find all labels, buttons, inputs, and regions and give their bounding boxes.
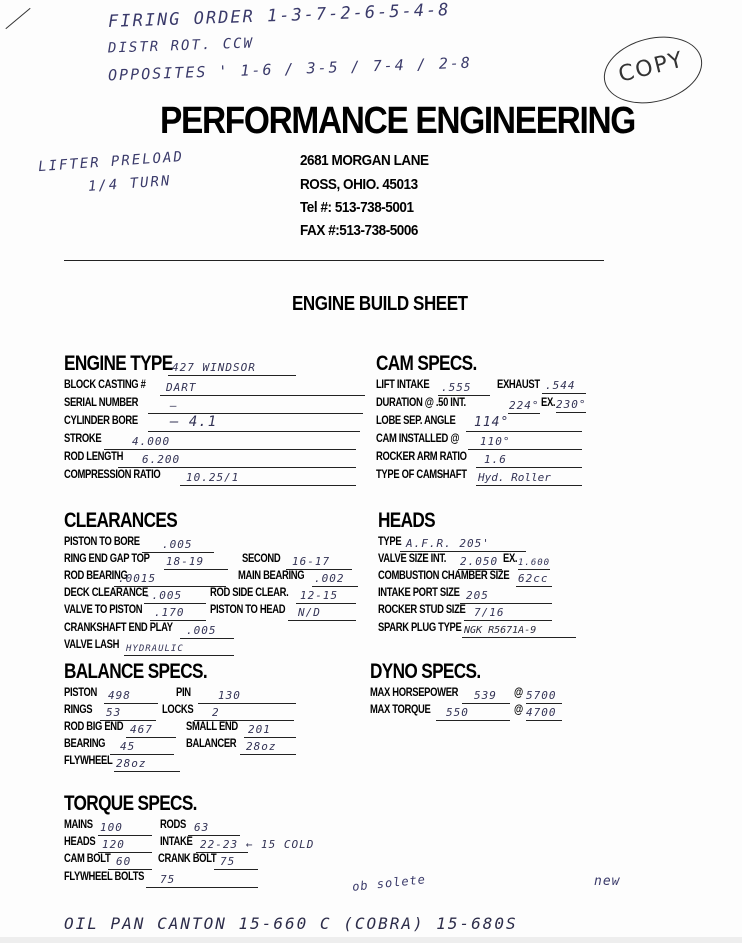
rod-big-end-value: 467 <box>130 723 153 736</box>
lifter-turn-note: 1/4 TURN <box>87 173 172 195</box>
max-torque-field <box>436 705 510 721</box>
piston-head-value: N/D <box>298 606 321 619</box>
flywheel-bolts-label: FLYWHEEL BOLTS <box>64 871 145 883</box>
intake-port-label: INTAKE PORT SIZE <box>378 587 460 599</box>
valve-ex-value: 1.600 <box>518 558 551 568</box>
piston-weight-label-row <box>64 687 104 699</box>
rod-side-field <box>296 588 356 604</box>
lifter-preload-note: LIFTER PRELOAD <box>37 148 185 176</box>
ring-gap-second-field <box>286 554 352 570</box>
cam-specs-heading: CAM SPECS. <box>376 352 477 375</box>
balancer-label-row <box>186 738 247 750</box>
exhaust-value: .544 <box>545 379 576 392</box>
cam-installed-label: CAM INSTALLED @ <box>376 433 460 445</box>
balancer-label: BALANCER <box>186 738 237 750</box>
copy-note: COPY <box>615 47 687 88</box>
intake-port-field <box>460 588 552 604</box>
camshaft-type-label: TYPE OF CAMSHAFT <box>376 469 467 481</box>
rod-bearing-label: ROD BEARING <box>64 570 128 582</box>
compression-ratio-label-row <box>64 469 182 481</box>
tq-rpm-value: 4700 <box>526 706 557 719</box>
stroke-field <box>104 434 356 450</box>
duration-ex-value: 230° <box>556 398 587 411</box>
stroke-label: STROKE <box>64 433 102 445</box>
valve-piston-value: .170 <box>154 606 185 619</box>
crank-end-label: CRANKSHAFT END PLAY <box>64 622 173 634</box>
max-hp-value: 539 <box>474 689 497 702</box>
rods-field <box>188 820 240 836</box>
crank-bolt-label: CRANK BOLT <box>158 853 217 865</box>
piston-bore-value: .005 <box>162 538 193 551</box>
exhaust-label: EXHAUST <box>497 379 540 391</box>
rod-big-end-label: ROD BIG END <box>64 721 124 733</box>
valve-lash-value: HYDRAULIC <box>126 644 184 654</box>
combustion-label: COMBUSTION CHAMBER SIZE <box>378 570 510 582</box>
crank-bolt-field <box>214 854 258 870</box>
torque-specs-heading: TORQUE SPECS. <box>64 792 197 815</box>
rods-label-row <box>160 819 192 831</box>
crank-bolt-value: 75 <box>220 855 236 868</box>
bearing-field <box>110 739 174 755</box>
lift-intake-label: LIFT INTAKE <box>376 379 430 391</box>
valve-ex-label: EX. <box>503 553 518 565</box>
heads-torque-label-row <box>64 836 102 848</box>
heads-torque-field <box>98 837 152 853</box>
ring-gap-label: RING END GAP TOP <box>64 553 150 565</box>
stroke-value: 4.000 <box>132 435 171 448</box>
spark-plug-label: SPARK PLUG TYPE <box>378 622 462 634</box>
locks-field <box>194 705 294 721</box>
lobe-sep-label: LOBE SEP. ANGLE <box>376 415 456 427</box>
intake-torque-value: 22-23 ← 15 COLD <box>200 838 315 851</box>
firing-order-note: FIRING ORDER 1-3-7-2-6-5-4-8 <box>107 0 451 32</box>
rocker-ratio-label-row <box>376 451 487 463</box>
duration-ex-label: EX. <box>541 397 556 409</box>
serial-number-label-row <box>64 397 154 409</box>
balancer-field <box>240 739 296 755</box>
duration-int-value: 224° <box>509 399 540 412</box>
hp-at-label: @ <box>514 687 523 699</box>
max-torque-value: 550 <box>446 706 469 719</box>
combustion-label-row <box>378 570 538 582</box>
rods-label: RODS <box>160 819 186 831</box>
piston-weight-label: PISTON <box>64 687 97 699</box>
valve-piston-field <box>150 605 206 621</box>
clearances-heading: CLEARANCES <box>64 509 178 532</box>
small-end-value: 201 <box>248 723 271 736</box>
company-name: PERFORMANCE ENGINEERING <box>160 100 636 142</box>
cylinder-bore-field <box>148 416 360 432</box>
compression-ratio-label: COMPRESSION RATIO <box>64 469 161 481</box>
valve-ex-field <box>518 554 550 570</box>
compression-ratio-field <box>180 470 356 486</box>
rings-label: RINGS <box>64 704 93 716</box>
lobe-sep-label-row <box>376 415 473 427</box>
rod-bearing-field <box>114 571 226 587</box>
cam-bolt-field <box>108 854 152 870</box>
rod-side-value: 12-15 <box>300 589 339 602</box>
rocker-stud-field <box>464 605 552 621</box>
main-bearing-value: .002 <box>314 572 345 585</box>
scan-bottom-edge <box>0 937 742 943</box>
stroke-label-row <box>64 433 110 445</box>
flywheel-bolts-field <box>146 872 258 888</box>
ring-gap-top-value: 18-19 <box>166 555 205 568</box>
main-bearing-label-row <box>238 570 319 582</box>
rings-value: 53 <box>106 706 122 719</box>
valve-piston-label-row <box>64 604 159 616</box>
rod-length-value: 6.200 <box>142 453 181 466</box>
engine-type-heading: ENGINE TYPE <box>64 352 173 375</box>
ring-gap-top-field <box>164 554 228 570</box>
small-end-label-row <box>186 721 249 733</box>
serial-number-label: SERIAL NUMBER <box>64 397 139 409</box>
engine-type-field <box>168 360 296 376</box>
oil-pan-note: OIL PAN CANTON 15-660 C (COBRA) 15-680S <box>64 914 518 933</box>
heads-torque-label: HEADS <box>64 836 96 848</box>
cylinder-bore-label-row <box>64 415 154 427</box>
rods-value: 63 <box>194 821 210 834</box>
cylinder-bore-label: CYLINDER BORE <box>64 415 138 427</box>
main-bearing-label: MAIN BEARING <box>238 570 305 582</box>
bearing-label: BEARING <box>64 738 106 750</box>
pin-field <box>198 688 296 704</box>
max-hp-label: MAX HORSEPOWER <box>370 687 459 699</box>
rod-length-label: ROD LENGTH <box>64 451 124 463</box>
piston-weight-value: 498 <box>108 689 131 702</box>
mains-value: 100 <box>100 821 123 834</box>
pen-mark <box>5 8 30 29</box>
intake-torque-field <box>196 837 315 853</box>
block-casting-label-row <box>64 379 163 391</box>
valve-size-label: VALVE SIZE INT. <box>378 553 447 565</box>
block-casting-value: DART <box>166 381 197 394</box>
mains-label: MAINS <box>64 819 93 831</box>
piston-bore-label: PISTON TO BORE <box>64 536 140 548</box>
block-casting-label: BLOCK CASTING # <box>64 379 146 391</box>
pin-value: 130 <box>218 689 241 702</box>
exhaust-field <box>542 378 586 394</box>
max-torque-label: MAX TORQUE <box>370 704 431 716</box>
sheet-title: ENGINE BUILD SHEET <box>292 293 468 315</box>
main-bearing-field <box>312 571 358 587</box>
flywheel-bolts-value: 75 <box>160 873 176 886</box>
header-divider <box>64 260 604 261</box>
camshaft-type-value: Hyd. Roller <box>478 471 551 484</box>
deck-clearance-field <box>144 588 206 604</box>
head-type-value: A.F.R. 205' <box>406 537 490 550</box>
intake-torque-label: INTAKE <box>160 836 193 848</box>
spark-plug-field <box>462 622 576 638</box>
balancer-value: 28oz <box>246 740 277 753</box>
address-city: ROSS, OHIO. 45013 <box>300 176 418 193</box>
rod-side-label-row <box>210 587 306 599</box>
valve-lash-label: VALVE LASH <box>64 639 120 651</box>
ring-gap-second-value: 16-17 <box>292 555 331 568</box>
tq-at-label-row <box>514 704 525 716</box>
rings-field <box>100 705 156 721</box>
intake-torque-label-row <box>160 836 200 848</box>
rod-length-field <box>118 452 356 468</box>
lobe-sep-value: 114° <box>474 415 510 430</box>
mains-label-row <box>64 819 99 831</box>
duration-label: DURATION @ .50 INT. <box>376 397 466 409</box>
duration-label-row <box>376 397 485 409</box>
rings-label-row <box>64 704 98 716</box>
rod-side-label: ROD SIDE CLEAR. <box>210 587 289 599</box>
cam-installed-label-row <box>376 433 477 445</box>
rocker-stud-label: ROCKER STUD SIZE <box>378 604 466 616</box>
lift-intake-label-row <box>376 379 441 391</box>
obsolete-note: ob solete <box>351 872 427 894</box>
mains-field <box>98 820 152 836</box>
flywheel-label: FLYWHEEL <box>64 755 113 767</box>
head-type-label: TYPE <box>378 536 402 548</box>
bearing-label-row <box>64 738 114 750</box>
crank-end-field <box>180 623 234 639</box>
piston-weight-field <box>104 688 158 704</box>
heads-torque-value: 120 <box>102 838 125 851</box>
rod-big-end-field <box>126 722 176 738</box>
cam-installed-value: 110° <box>480 435 511 448</box>
opposites-note: OPPOSITES ' 1-6 / 3-5 / 7-4 / 2-8 <box>107 53 473 85</box>
serial-number-field <box>148 398 363 414</box>
rocker-ratio-label: ROCKER ARM RATIO <box>376 451 467 463</box>
lobe-sep-field <box>466 416 582 432</box>
crank-end-value: .005 <box>186 624 217 637</box>
locks-label: LOCKS <box>162 704 194 716</box>
camshaft-type-field <box>476 470 582 486</box>
flywheel-value: 28oz <box>116 757 147 770</box>
rod-bearing-value: .0015 <box>118 572 157 585</box>
hp-rpm-value: 5700 <box>526 689 557 702</box>
small-end-label: SMALL END <box>186 721 238 733</box>
valve-piston-label: VALVE TO PISTON <box>64 604 143 616</box>
spark-plug-value: NGK R5671A-9 <box>464 625 537 636</box>
intake-port-value: 205 <box>466 589 489 602</box>
locks-value: 2 <box>212 706 220 719</box>
rocker-stud-value: 7/16 <box>474 606 505 619</box>
cam-installed-field <box>468 434 582 450</box>
camshaft-type-label-row <box>376 469 487 481</box>
block-casting-field <box>160 380 365 396</box>
duration-ex-field <box>556 397 586 413</box>
flywheel-field <box>114 756 180 772</box>
rocker-ratio-value: 1.6 <box>484 453 507 466</box>
serial-number-value: — <box>170 399 178 412</box>
tq-rpm-field <box>526 705 562 721</box>
distributor-rotation-note: DISTR ROT. CCW <box>107 35 255 57</box>
pin-label: PIN <box>176 687 191 699</box>
deck-clearance-label: DECK CLEARANCE <box>64 587 148 599</box>
max-torque-label-row <box>370 704 444 716</box>
dyno-specs-heading: DYNO SPECS. <box>370 660 481 683</box>
second-label-row <box>242 553 289 565</box>
fax: FAX #:513-738-5006 <box>300 222 418 239</box>
max-hp-field <box>462 688 510 704</box>
cylinder-bore-value: — 4.1 <box>170 414 218 430</box>
rocker-ratio-field <box>476 452 582 468</box>
combustion-value: 62cc <box>518 572 549 585</box>
address-street: 2681 MORGAN LANE <box>300 152 429 169</box>
engine-type-value: 427 WINDSOR <box>172 361 256 374</box>
crank-end-label-row <box>64 622 197 634</box>
telephone: Tel #: 513-738-5001 <box>300 199 414 216</box>
valve-lash-field <box>124 640 234 656</box>
piston-head-label: PISTON TO HEAD <box>210 604 286 616</box>
valve-int-field <box>458 554 502 570</box>
deck-clearance-value: -.005 <box>144 589 183 602</box>
combustion-field <box>516 571 552 587</box>
piston-head-field <box>288 605 356 621</box>
small-end-field <box>244 722 296 738</box>
head-type-field <box>400 536 526 552</box>
duration-int-field <box>508 398 540 414</box>
tq-at-label: @ <box>514 704 523 716</box>
compression-ratio-value: 10.25/1 <box>186 471 240 484</box>
second-label: SECOND <box>242 553 281 565</box>
ring-gap-label-row <box>64 553 168 565</box>
lift-intake-value: .555 <box>441 381 472 394</box>
hp-at-label-row <box>514 687 525 699</box>
pin-label-row <box>176 687 194 699</box>
balance-specs-heading: BALANCE SPECS. <box>64 660 207 683</box>
heads-heading: HEADS <box>378 509 436 532</box>
bearing-value: 45 <box>120 740 136 753</box>
piston-bore-field <box>142 537 214 553</box>
valve-lash-label-row <box>64 639 131 651</box>
lift-intake-field <box>438 380 490 396</box>
valve-int-value: 2.050 <box>460 555 499 568</box>
new-note: new <box>594 874 621 889</box>
valve-size-label-row <box>378 553 461 565</box>
hp-rpm-field <box>526 688 562 704</box>
cam-bolt-value: 60 <box>116 855 132 868</box>
cam-bolt-label: CAM BOLT <box>64 853 111 865</box>
